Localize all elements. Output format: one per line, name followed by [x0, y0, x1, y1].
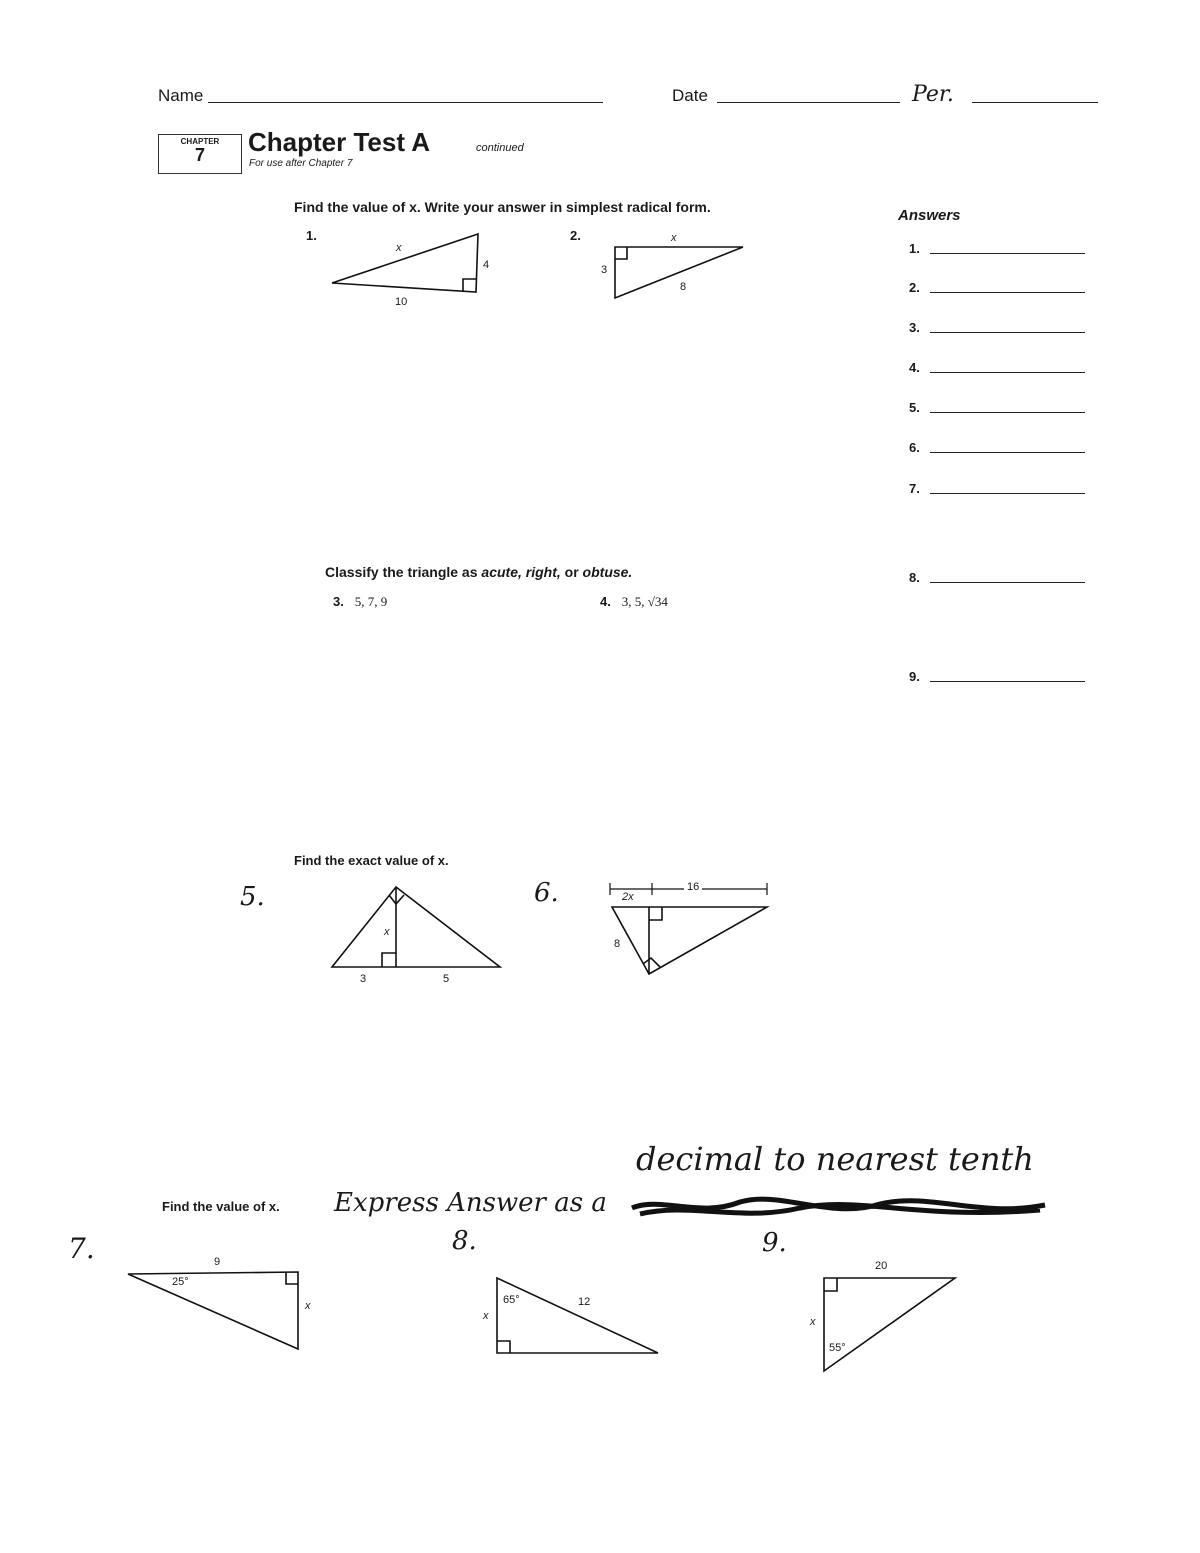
q9-number: 9. — [762, 1228, 787, 1258]
q1-right-angle-mark — [463, 279, 476, 292]
q9-label-x: x — [810, 1316, 816, 1328]
q4-sides: 3, 5, √34 — [621, 594, 668, 609]
continued-label: continued — [476, 142, 524, 154]
answer-number: 4. — [909, 360, 920, 375]
name-label: Name — [158, 86, 204, 105]
q5-foot-mark — [382, 953, 396, 967]
q7-label-x: x — [305, 1300, 311, 1312]
q8-label-12: 12 — [578, 1296, 591, 1308]
date-label: Date — [672, 86, 708, 105]
answer-number: 8. — [909, 570, 920, 585]
q2-label-3: 3 — [601, 264, 608, 276]
chapter-badge-number: 7 — [194, 145, 205, 165]
answer-number: 1. — [909, 241, 920, 256]
q9-label-angle: 55° — [829, 1342, 846, 1354]
q6-corner-mark — [643, 958, 660, 967]
q1-label-4: 4 — [483, 259, 490, 271]
q7-number: 7. — [68, 1232, 95, 1265]
q1-label-x: x — [396, 242, 402, 254]
q6-label-2x: 2x — [622, 891, 634, 903]
section3-instruction: Find the exact value of x. — [294, 853, 449, 868]
answer-number: 9. — [909, 669, 920, 684]
q5-number: 5. — [240, 882, 265, 912]
q8-number: 8. — [452, 1226, 477, 1256]
answer-number: 2. — [909, 280, 920, 295]
q2-triangle — [615, 247, 743, 298]
q6-label-16: 16 — [684, 881, 702, 893]
q8-label-angle: 65° — [503, 1294, 520, 1306]
q8-right-angle-mark — [497, 1341, 510, 1353]
q7-label-9: 9 — [214, 1256, 221, 1268]
q2-number: 2. — [570, 228, 581, 243]
q7-triangle — [128, 1272, 298, 1349]
answer-number: 7. — [909, 481, 920, 496]
q5-label-x: x — [384, 926, 390, 938]
q6-top-mark — [649, 907, 662, 920]
handwritten-note: Express Answer as a — [334, 1188, 607, 1218]
q2-label-8: 8 — [680, 281, 687, 293]
q2-label-x: x — [671, 232, 677, 244]
q5-label-3: 3 — [360, 973, 367, 985]
q1-label-10: 10 — [395, 296, 408, 308]
section2-last: obtuse. — [582, 564, 633, 580]
answers-title: Answers — [898, 207, 961, 224]
q9-right-angle-mark — [824, 1278, 837, 1291]
scribble — [632, 1199, 1045, 1214]
q4-number: 4. — [600, 594, 611, 609]
section2-options: acute, right, — [481, 564, 561, 580]
q8-triangle — [497, 1278, 658, 1353]
section1-instruction: Find the value of x. Write your answer in simplest radical form. — [294, 199, 711, 215]
chapter-badge-label: CHAPTER — [180, 137, 220, 146]
answer-number: 3. — [909, 320, 920, 335]
handwritten-note-above: decimal to nearest tenth — [636, 1140, 1034, 1178]
q3-sides: 5, 7, 9 — [354, 594, 388, 609]
section2-or: or — [560, 564, 583, 580]
q6-triangle — [612, 907, 767, 974]
q1-number: 1. — [306, 228, 317, 243]
answer-number: 5. — [909, 400, 920, 415]
section4-instruction: Find the value of x. — [162, 1199, 280, 1214]
page-title: Chapter Test A — [248, 127, 431, 157]
chapter-subtitle: For use after Chapter 7 — [249, 158, 353, 169]
q6-number: 6. — [534, 878, 559, 908]
q2-right-angle-mark — [615, 247, 627, 259]
period-label: Per. — [912, 82, 954, 107]
q5-label-5: 5 — [443, 973, 450, 985]
q8-label-x: x — [483, 1310, 489, 1322]
q1-triangle — [332, 234, 478, 292]
q7-label-angle: 25° — [172, 1276, 189, 1288]
answer-number: 6. — [909, 440, 920, 455]
section2-instruction-start: Classify the triangle as — [325, 564, 482, 580]
q9-label-20: 20 — [875, 1260, 888, 1272]
q7-right-angle-mark — [286, 1272, 298, 1284]
q5-triangle — [332, 887, 500, 967]
q9-triangle — [824, 1278, 955, 1371]
q6-label-8: 8 — [614, 938, 621, 950]
q3-number: 3. — [333, 594, 344, 609]
